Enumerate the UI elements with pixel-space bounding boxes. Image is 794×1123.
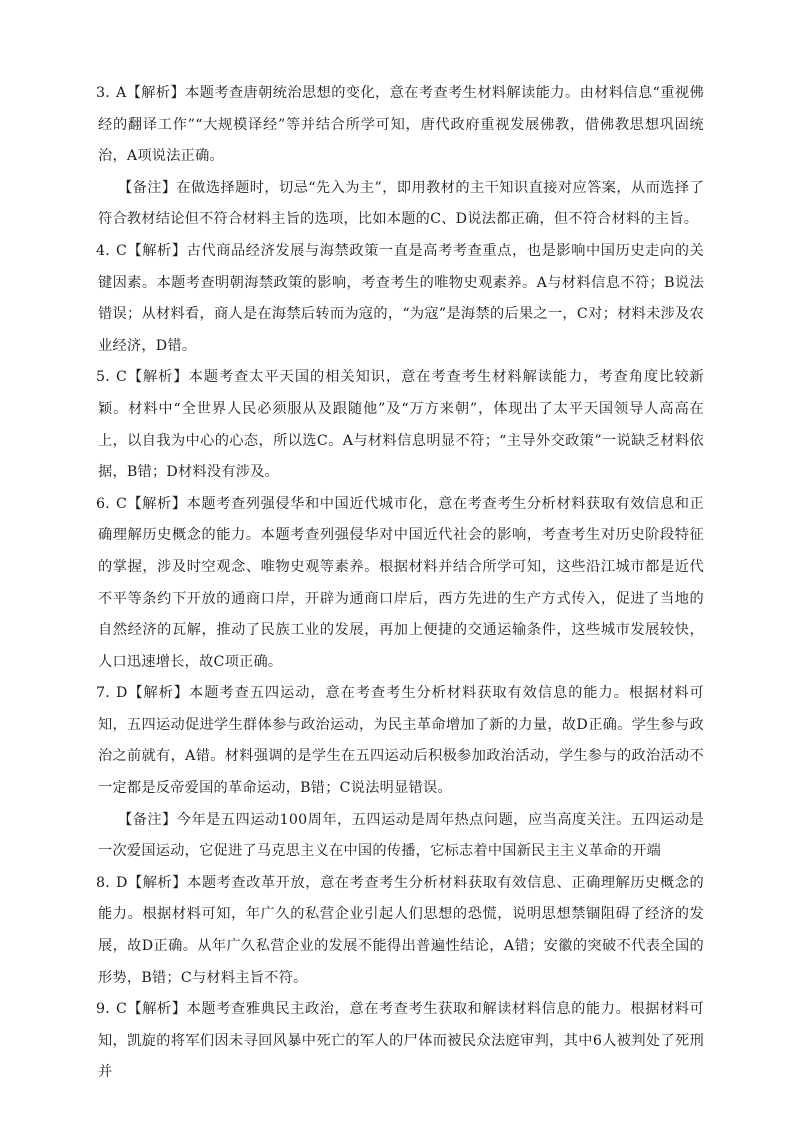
answer-item-3 xyxy=(98,78,704,173)
item-note-3: 【备注】在做选择题时，切忌“先入为主”，即用教材的主干知识直接对应答案，从而选择了符合教材结论但不符合材料主旨的选项，比如本题的C、D说法都正确，但不符合材料的主旨。 xyxy=(98,179,704,228)
answer-item-4 xyxy=(98,236,704,362)
item-note-7: 【备注】今年是五四运动100周年，五四运动是周年热点问题，应当高度关注。五四运动是一次爱国运动，它促进了马克思主义在中国的传播，它标志着中国新民主主义革命的开端 xyxy=(98,811,704,860)
item-text: C【解析】古代商品经济发展与海禁政策一直是高考考查重点，也是影响中国历史走向的关键因素。本题考查明朝海禁政策的影响，考查考生的唯物史观素养。A与材料信息不符；B说法错误；从材料看，商人是在海禁后转而为寇的，“为寇”是海禁的后果之一，C对；材料未涉及农业经济，D错。 xyxy=(98,242,704,354)
item-number: 3． xyxy=(96,85,120,101)
answer-item-7 xyxy=(98,678,704,804)
item-number: 6． xyxy=(96,495,120,512)
item-text: C【解析】本题考查列强侵华和中国近代城市化，意在考查考生分析材料获取有效信息和正确理解历史概念的能力。本题考查列强侵华对中国近代社会的影响，考查考生对历史阶段特征的掌握，涉及时空观念、唯物史观等素养。根据材料并结合所学可知，这些沿江城市都是近代不平等条约下开放的通商口岸，开辟为通商口岸后，西方先进的生产方式传入，促进了当地的自然经济的瓦解，推动了民族工业的发展，再加上便捷的交通运输条件，这些城市发展较快，人口迅速增长，故C项正确。 xyxy=(98,495,704,670)
item-text: D【解析】本题考查改革开放，意在考查考生分析材料获取有效信息、正确理解历史概念的能力。根据材料可知，年广久的私营企业引起人们思想的恐慌，说明思想禁锢阻碍了经济的发展，故D正确。从年广久私营企业的发展不能得出普遍性结论，A错；安徽的突破不代表全国的形势，B错；C与材料主旨不符。 xyxy=(98,874,704,986)
answer-item-6 xyxy=(98,489,704,679)
item-text: D【解析】本题考查五四运动，意在考查考生分析材料获取有效信息的能力。根据材料可知，五四运动促进学生群体参与政治运动，为民主革命增加了新的力量，故D正确。学生参与政治之前就有，A错。材料强调的是学生在五四运动后积极参加政治活动，学生参与的政治活动不一定都是反帝爱国的革命运动，B错；C说法明显错误。 xyxy=(98,685,704,797)
item-number: 7． xyxy=(96,685,120,702)
item-number: 5． xyxy=(96,369,120,386)
item-number: 9． xyxy=(96,1001,120,1018)
item-number: 8． xyxy=(96,874,120,891)
answer-explanations xyxy=(98,78,704,1089)
item-text: A【解析】本题考查唐朝统治思想的变化，意在考查考生材料解读能力。由材料信息“重视佛经的翻译工作”“大规模译经”等并结合所学可知，唐代政府重视发展佛教，借佛教思想巩固统治，A项说法正确。 xyxy=(98,85,704,165)
item-text: C【解析】本题考查雅典民主政治，意在考查考生获取和解读材料信息的能力。根据材料可知，凯旋的将军们因未寻回风暴中死亡的军人的尸体而被民众法庭审判，其中6人被判处了死刑并 xyxy=(98,1001,704,1081)
answer-item-8 xyxy=(98,868,704,994)
item-number: 4． xyxy=(96,242,120,259)
item-text: C【解析】本题考查太平天国的相关知识，意在考查考生材料解读能力，考查角度比较新颖。材料中“全世界人民必须服从及跟随他”及“万方来朝”，体现出了太平天国领导人高高在上，以自我为中心的心态，所以选C。A与材料信息明显不符；“主导外交政策”一说缺乏材料依据，B错；D材料没有涉及。 xyxy=(98,369,704,481)
answer-item-5 xyxy=(98,362,704,488)
answer-item-9 xyxy=(98,994,704,1089)
